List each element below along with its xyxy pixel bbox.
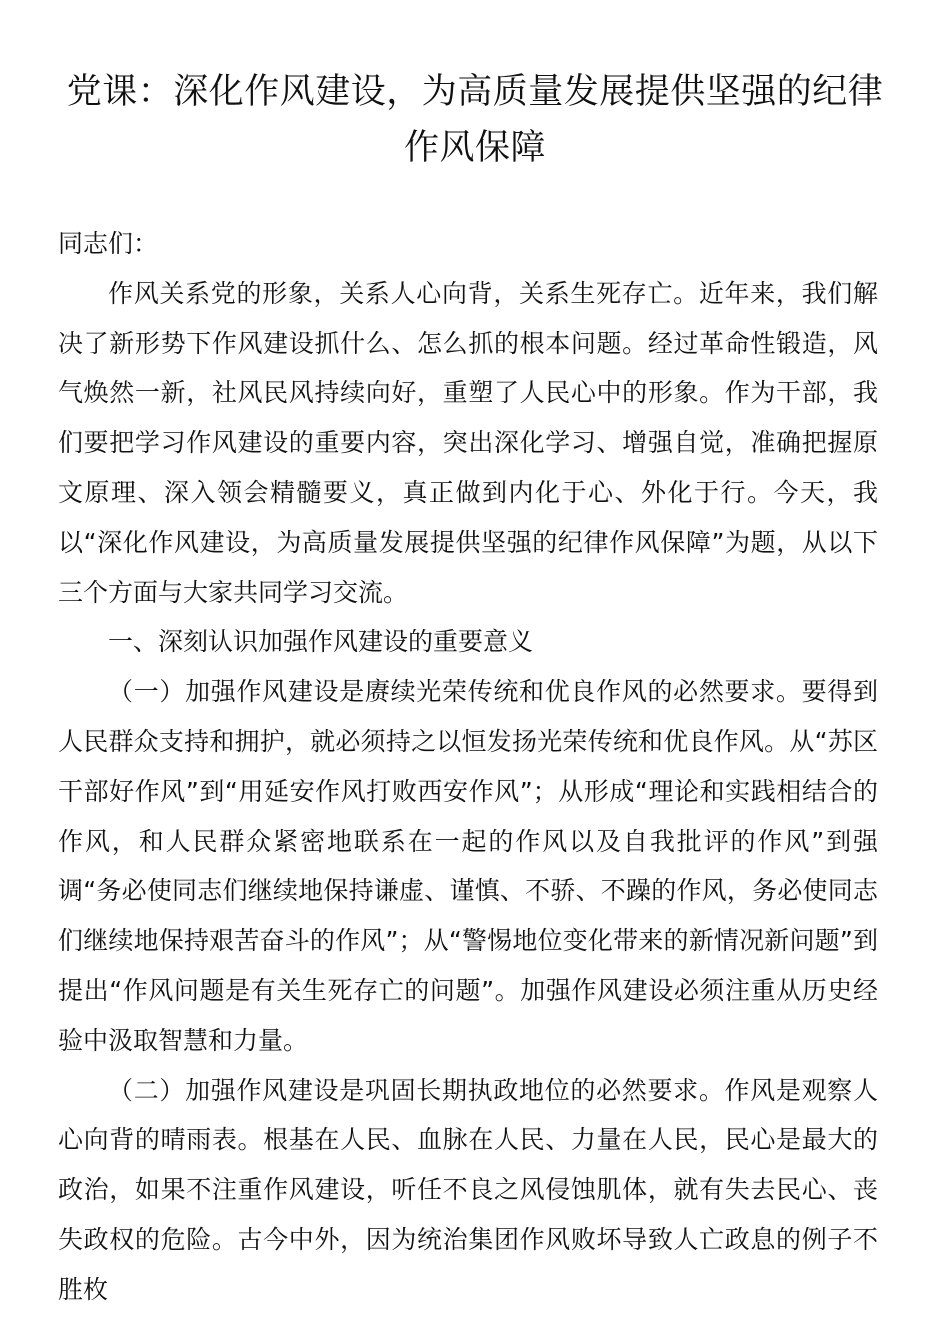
section-heading-1: 一、深刻认识加强作风建设的重要意义 bbox=[108, 627, 534, 657]
paragraph-point-1: （一）加强作风建设是赓续光荣传统和优良作风的必然要求。要得到人民群众支持和拥护，就必须持之以恒发扬光荣传统和优良作风。从“苏区干部好作风”到“用延安作风打败西安作风”；从形成“理论和实践相结合的作风，和人民群众紧密地联系在一起的作风以及自我批评的作风”到强调“务必使同志们继续地保持谦虚、谨慎、不骄、不躁的作风，务必使同志们继续地保持艰苦奋斗的作风”；从“警惕地位变化带来的新情况新问题”到提出“作风问题是有关生死存亡的问题”。加强作风建设必须注重从历史经验中汲取智慧和力量。 bbox=[58, 677, 878, 1055]
paragraph-intro: 作风关系党的形象，关系人心向背，关系生死存亡。近年来，我们解决了新形势下作风建设抓什么、怎么抓的根本问题。经过革命性锻造，风气焕然一新，社风民风持续向好，重塑了人民心中的形象。作为干部，我们要把学习作风建设的重要内容，突出深化学习、增强自觉，准确把握原文原理、深入领会精髓要义，真正做到内化于心、外化于行。今天，我以“深化作风建设，为高质量发展提供坚强的纪律作风保障”为题，从以下三个方面与大家共同学习交流。 bbox=[58, 278, 878, 607]
document-title: 党课：深化作风建设，为高质量发展提供坚强的纪律作风保障 bbox=[66, 72, 884, 168]
paragraph-point-2: （二）加强作风建设是巩固长期执政地位的必然要求。作风是观察人心向背的晴雨表。根基在人民、血脉在人民、力量在人民，民心是最大的政治，如果不注重作风建设，听任不良之风侵蚀肌体，就有失去民心、丧失政权的危险。古今中外，因为统治集团作风败坏导致人亡政息的例子不胜枚 bbox=[58, 1075, 878, 1304]
document-body bbox=[58, 219, 878, 1315]
salutation: 同志们： bbox=[58, 229, 159, 258]
